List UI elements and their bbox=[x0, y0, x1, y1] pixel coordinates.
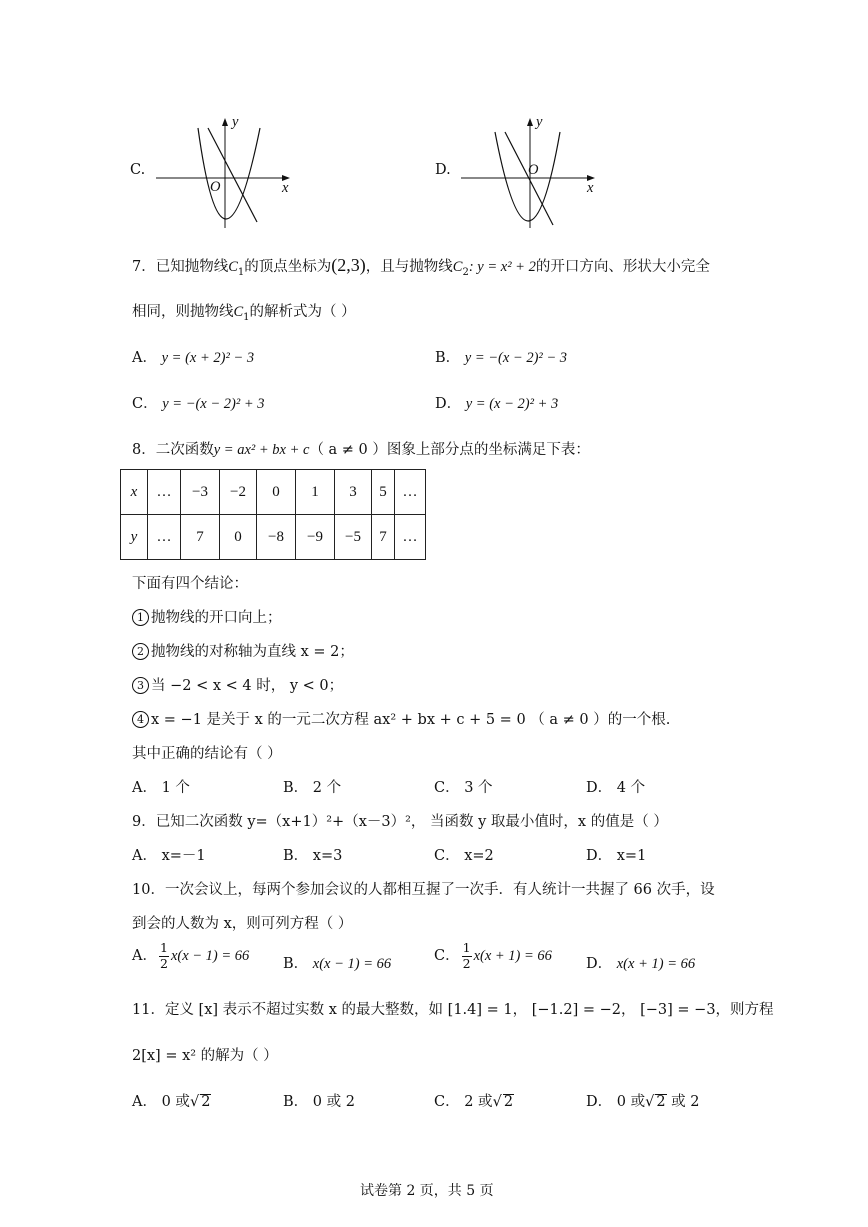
q9-option-b[interactable]: B． x=3 bbox=[283, 848, 343, 864]
q8-option-d[interactable]: D． 4 个 bbox=[586, 780, 646, 796]
table-cell: 7 bbox=[181, 515, 220, 560]
table-cell: −2 bbox=[220, 470, 257, 515]
option-label: C. bbox=[130, 162, 146, 178]
x-axis-label: x bbox=[587, 180, 594, 196]
fraction-half: $\frac{1}{2}$ bbox=[159, 940, 168, 971]
q8-option-c[interactable]: C． 3 个 bbox=[434, 780, 493, 796]
question-10-line1: 10．一次会议上，每两个参加会议的人都相互握了一次手．有人统计一共握了 66 次手，设 bbox=[132, 882, 715, 898]
table-cell: −9 bbox=[296, 515, 335, 560]
table-cell: −8 bbox=[257, 515, 296, 560]
table-cell: −3 bbox=[181, 470, 220, 515]
fraction-half: $\frac{1}{2}$ bbox=[462, 940, 471, 971]
q9-option-d[interactable]: D． x=1 bbox=[586, 848, 647, 864]
origin-label: O bbox=[528, 162, 539, 178]
q8-conclusion-1: 1 抛物线的开口向上； bbox=[132, 606, 282, 627]
page-footer: 试卷第 2 页，共 5 页 bbox=[360, 1183, 494, 1199]
q9-option-a[interactable]: A． x=－1 bbox=[132, 848, 206, 864]
q11-option-d[interactable]: D． 0 或√ 2 或 2 bbox=[586, 1094, 700, 1110]
q9-option-c[interactable]: C． x=2 bbox=[434, 848, 494, 864]
q11-option-c[interactable]: C． 2 或√ 2 bbox=[434, 1094, 514, 1110]
table-cell: … bbox=[148, 470, 181, 515]
q8-option-a[interactable]: A． 1 个 bbox=[132, 780, 190, 796]
table-row-y bbox=[121, 515, 426, 560]
q10-option-b[interactable]: B． x(x − 1) = 66 bbox=[283, 956, 392, 972]
question-9-stem: 9．已知二次函数 y=（x+1）²+（x－3）²， 当函数 y 取最小值时，x 的值是（ ） bbox=[132, 814, 668, 830]
table-cell: x bbox=[121, 470, 148, 515]
q8-conclusion-4: 4 x = −1 是关于 x 的一元二次方程 ax² + bx + c + 5 = 0 （ a ≠ 0 ）的一个根. bbox=[132, 708, 670, 729]
q10-option-c[interactable]: C． $\frac{1}{2}$ x(x + 1) = 66 bbox=[434, 940, 552, 971]
q7-option-d[interactable]: D． y = (x − 2)² + 3 bbox=[435, 396, 559, 412]
q10-option-d[interactable]: D． x(x + 1) = 66 bbox=[586, 956, 696, 972]
q7-option-a[interactable]: A． y = (x + 2)² − 3 bbox=[132, 350, 255, 366]
question-8-stem: 8．二次函数y = ax² + bx + c（ a ≠ 0 ）图象上部分点的坐标满足下表： bbox=[132, 442, 590, 458]
option-d-graph[interactable] bbox=[425, 110, 615, 230]
q8-question: 其中正确的结论有（ ） bbox=[132, 746, 282, 762]
y-axis-label: y bbox=[232, 114, 239, 130]
table-cell: 0 bbox=[257, 470, 296, 515]
table-cell: 7 bbox=[372, 515, 395, 560]
question-7-stem: 7．已知抛物线$C_1$的顶点坐标为(2,3)，且与抛物线$C_2$: y = x² + 2的开口方向、形状大小完全 bbox=[132, 255, 710, 278]
table-cell: 5 bbox=[372, 470, 395, 515]
q8-intro: 下面有四个结论： bbox=[132, 576, 248, 592]
question-11-line2: 2[x] = x² 的解为（ ） bbox=[132, 1048, 278, 1064]
q8-conclusion-2: 2 抛物线的对称轴为直线 x = 2； bbox=[132, 640, 354, 661]
y-axis-label: y bbox=[536, 114, 543, 130]
q10-option-a[interactable]: A． $\frac{1}{2}$ x(x − 1) = 66 bbox=[132, 940, 250, 971]
table-cell: … bbox=[148, 515, 181, 560]
x-axis-label: x bbox=[282, 180, 289, 196]
parabola-graph-c bbox=[120, 110, 310, 230]
coordinate-table bbox=[120, 469, 426, 560]
q11-option-b[interactable]: B． 0 或 2 bbox=[283, 1094, 355, 1110]
parabola-graph-d bbox=[425, 110, 615, 230]
table-cell: 3 bbox=[335, 470, 372, 515]
option-c-graph[interactable] bbox=[120, 110, 310, 230]
question-10-line2: 到会的人数为 x，则可列方程（ ） bbox=[132, 916, 353, 932]
table-cell: … bbox=[395, 470, 426, 515]
table-cell: y bbox=[121, 515, 148, 560]
question-7-stem-line2: 相同，则抛物线$C_1$的解析式为（ ） bbox=[132, 304, 356, 323]
origin-label: O bbox=[210, 179, 221, 195]
question-11-line1: 11．定义 [x] 表示不超过实数 x 的最大整数，如 [1.4] = 1， [−1.2] = −2， [−3] = −3，则方程 bbox=[132, 1002, 774, 1018]
option-label: D. bbox=[435, 162, 451, 178]
q7-option-b[interactable]: B． y = −(x − 2)² − 3 bbox=[435, 350, 568, 366]
table-cell: −5 bbox=[335, 515, 372, 560]
q8-conclusion-3: 3 当 −2 < x < 4 时， y < 0； bbox=[132, 674, 343, 695]
q7-option-c[interactable]: C． y = −(x − 2)² + 3 bbox=[132, 396, 265, 412]
q11-option-a[interactable]: A． 0 或√ 2 bbox=[132, 1094, 211, 1110]
table-row-x bbox=[121, 470, 426, 515]
table-cell: … bbox=[395, 515, 426, 560]
table-cell: 0 bbox=[220, 515, 257, 560]
q8-option-b[interactable]: B． 2 个 bbox=[283, 780, 342, 796]
table-cell: 1 bbox=[296, 470, 335, 515]
